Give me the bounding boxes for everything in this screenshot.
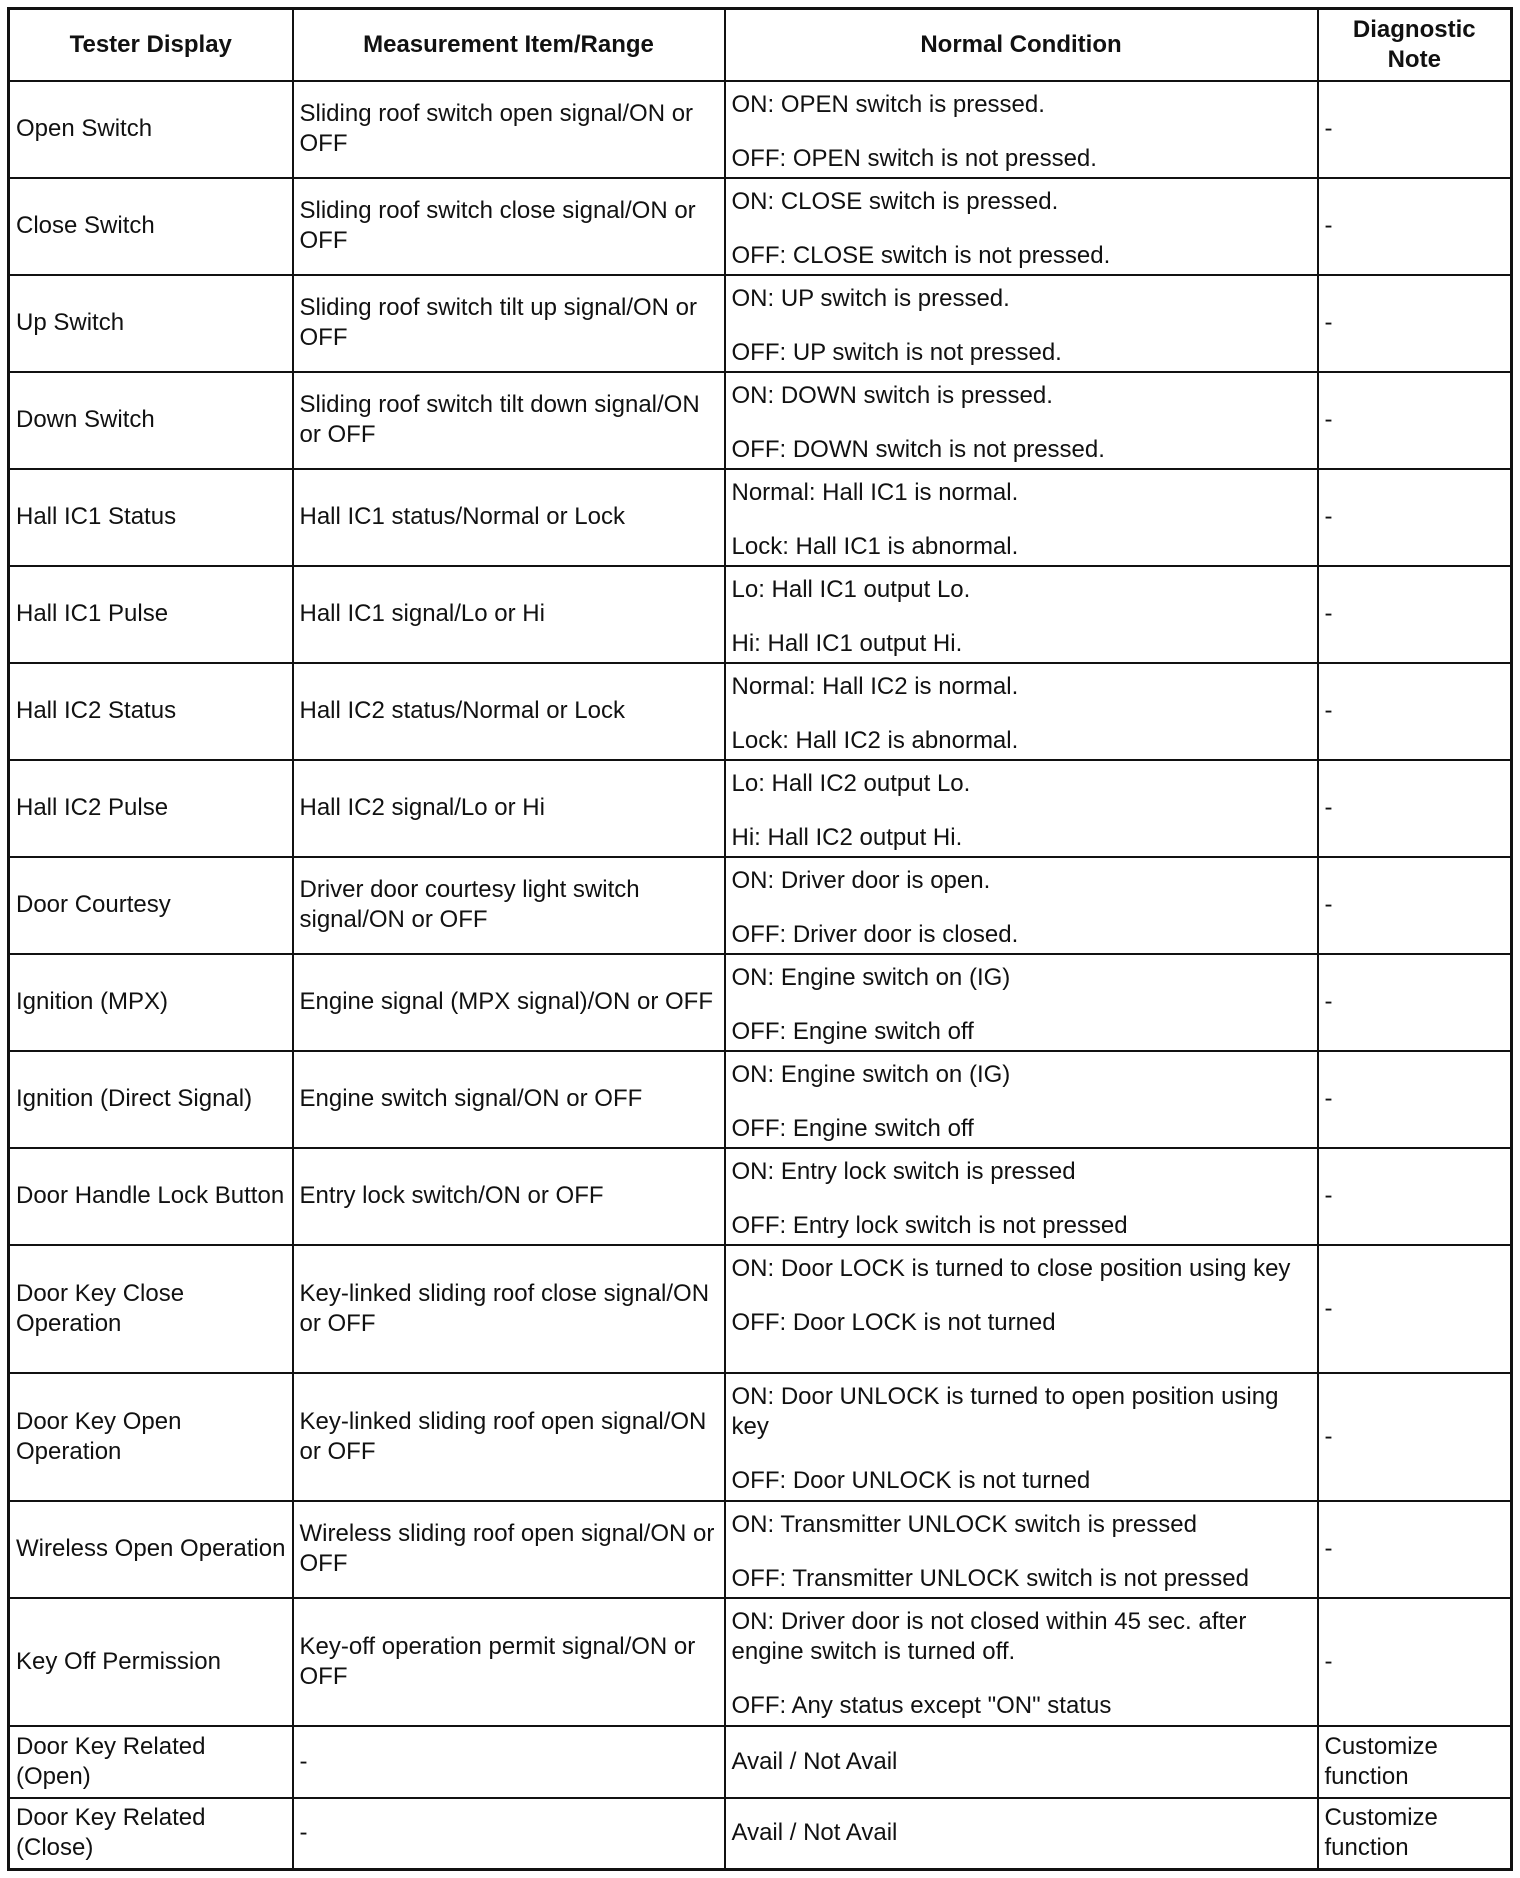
condition-on-text: ON: Engine switch on (IG) [731,963,1011,991]
table-row [9,954,1512,1051]
table-row [9,1501,1512,1598]
tester-display-cell: Door Handle Lock Button [9,1148,293,1245]
tester-display-cell: Hall IC2 Status [9,663,293,760]
tester-display-cell: Hall IC1 Pulse [9,566,293,663]
measurement-cell: Sliding roof switch tilt up signal/ON or OFF [293,275,725,372]
condition-on-text: ON: Entry lock switch is pressed [731,1157,1076,1185]
measurement-cell: Hall IC1 status/Normal or Lock [293,469,725,566]
tester-display-cell: Hall IC2 Pulse [9,760,293,857]
normal-condition-cell [725,1051,1318,1148]
condition-on-text: Lo: Hall IC2 output Lo. [731,769,971,797]
diagnostic-note-cell: - [1318,566,1512,663]
condition-on-text: Lo: Hall IC1 output Lo. [731,575,971,603]
diagnostic-note-cell: - [1318,275,1512,372]
normal-condition-cell [725,566,1318,663]
normal-condition-cell [725,954,1318,1051]
condition-on-text: Normal: Hall IC1 is normal. [731,478,1019,506]
table-row [9,372,1512,469]
condition-off-text: OFF: Driver door is closed. [731,920,1019,948]
diagnostic-note-cell: - [1318,1501,1512,1598]
condition-off-text: OFF: CLOSE switch is not pressed. [731,241,1111,269]
tester-display-cell: Ignition (Direct Signal) [9,1051,293,1148]
measurement-cell: Hall IC2 status/Normal or Lock [293,663,725,760]
diagnostic-note-cell: - [1318,1148,1512,1245]
condition-off-text: OFF: DOWN switch is not pressed. [731,435,1105,463]
measurement-cell: Key-linked sliding roof open signal/ON or OFF [293,1373,725,1501]
normal-condition-cell [725,857,1318,954]
measurement-cell: - [293,1726,725,1798]
tester-display-cell: Key Off Permission [9,1598,293,1726]
condition-on-text: ON: Driver door is open. [731,866,991,894]
table-body [9,81,1512,1870]
normal-condition-cell [725,1501,1318,1598]
diagnostic-note-cell: - [1318,954,1512,1051]
diagnostic-note-cell: - [1318,663,1512,760]
condition-off-text: OFF: Any status except "ON" status [731,1691,1112,1719]
table-row [9,566,1512,663]
table-row [9,1373,1512,1501]
measurement-cell: Key-linked sliding roof close signal/ON or OFF [293,1245,725,1373]
table-row [9,857,1512,954]
condition-off-text: OFF: Engine switch off [731,1114,974,1142]
header-measurement-item: Measurement Item/Range [293,9,725,81]
normal-condition-cell [725,81,1318,178]
measurement-cell: Sliding roof switch open signal/ON or OFF [293,81,725,178]
table-row [9,1051,1512,1148]
tester-display-cell: Hall IC1 Status [9,469,293,566]
condition-off-text: OFF: Door UNLOCK is not turned [731,1466,1091,1494]
diagnostic-note-cell: - [1318,857,1512,954]
measurement-cell: - [293,1798,725,1870]
normal-condition-cell [725,1598,1318,1726]
diagnostic-note-cell: - [1318,760,1512,857]
normal-condition-cell [725,1245,1318,1373]
diagnostic-note-cell: - [1318,469,1512,566]
table-row [9,469,1512,566]
diagnostic-note-cell: - [1318,372,1512,469]
diagnostic-note-cell: - [1318,178,1512,275]
table-row [9,1148,1512,1245]
measurement-cell: Hall IC1 signal/Lo or Hi [293,566,725,663]
normal-condition-cell [725,1373,1318,1501]
condition-on-text: ON: OPEN switch is pressed. [731,90,1045,118]
condition-off-text: Hi: Hall IC1 output Hi. [731,629,963,657]
header-diagnostic-note: Diagnostic Note [1318,9,1512,81]
condition-on-text: ON: DOWN switch is pressed. [731,381,1053,409]
diagnostic-note-cell: - [1318,81,1512,178]
normal-condition-cell [725,469,1318,566]
tester-display-cell: Door Courtesy [9,857,293,954]
condition-off-text: OFF: OPEN switch is not pressed. [731,144,1097,172]
condition-on-text: ON: Engine switch on (IG) [731,1060,1011,1088]
tester-display-cell: Door Key Related (Open) [9,1726,293,1798]
diagnostic-note-cell: Customize function [1318,1798,1512,1870]
diagnostic-note-cell: - [1318,1245,1512,1373]
condition-off-text: OFF: Engine switch off [731,1017,974,1045]
table-row [9,275,1512,372]
tester-display-cell: Door Key Related (Close) [9,1798,293,1870]
condition-off-text: OFF: Entry lock switch is not pressed [731,1211,1128,1239]
header-row [9,9,1512,81]
tester-display-cell: Ignition (MPX) [9,954,293,1051]
condition-off-text: Lock: Hall IC2 is abnormal. [731,726,1019,754]
normal-condition-cell [725,372,1318,469]
condition-off-text: OFF: UP switch is not pressed. [731,338,1062,366]
measurement-cell: Hall IC2 signal/Lo or Hi [293,760,725,857]
condition-off-text: OFF: Transmitter UNLOCK switch is not pressed [731,1564,1249,1592]
measurement-cell: Entry lock switch/ON or OFF [293,1148,725,1245]
diagnostic-note-cell: - [1318,1598,1512,1726]
normal-condition-cell [725,275,1318,372]
header-tester-display: Tester Display [9,9,293,81]
measurement-cell: Engine switch signal/ON or OFF [293,1051,725,1148]
diagnostic-note-cell: Customize function [1318,1726,1512,1798]
tester-display-cell: Close Switch [9,178,293,275]
table-row [9,1245,1512,1373]
tester-display-cell: Door Key Open Operation [9,1373,293,1501]
diagnostic-note-cell: - [1318,1373,1512,1501]
condition-on-text: ON: Door LOCK is turned to close position using key [731,1254,1291,1282]
diagnostic-note-cell: - [1318,1051,1512,1148]
measurement-cell: Sliding roof switch close signal/ON or OFF [293,178,725,275]
condition-on-text: ON: UP switch is pressed. [731,284,1010,312]
table-row [9,178,1512,275]
table-row [9,1598,1512,1726]
header-normal-condition: Normal Condition [725,9,1318,81]
condition-on-text: ON: CLOSE switch is pressed. [731,187,1059,215]
table-row [9,663,1512,760]
tester-display-cell: Down Switch [9,372,293,469]
tester-display-cell: Door Key Close Operation [9,1245,293,1373]
measurement-cell: Key-off operation permit signal/ON or OFF [293,1598,725,1726]
condition-off-text: OFF: Door LOCK is not turned [731,1308,1056,1336]
condition-off-text: Hi: Hall IC2 output Hi. [731,823,963,851]
condition-on-text: Normal: Hall IC2 is normal. [731,672,1019,700]
normal-condition-cell: Avail / Not Avail [725,1726,1318,1798]
condition-on-text: ON: Door UNLOCK is turned to open position using key [731,1382,1279,1440]
tester-display-cell: Open Switch [9,81,293,178]
table-row [9,81,1512,178]
table-row [9,760,1512,857]
condition-on-text: ON: Driver door is not closed within 45 sec. after engine switch is turned off. [731,1607,1247,1665]
normal-condition-cell [725,1148,1318,1245]
normal-condition-cell [725,178,1318,275]
condition-off-text: Lock: Hall IC1 is abnormal. [731,532,1019,560]
normal-condition-cell [725,663,1318,760]
normal-condition-cell: Avail / Not Avail [725,1798,1318,1870]
condition-on-text: ON: Transmitter UNLOCK switch is pressed [731,1510,1197,1538]
table-row [9,1726,1512,1798]
normal-condition-cell [725,760,1318,857]
measurement-cell: Engine signal (MPX signal)/ON or OFF [293,954,725,1051]
tester-display-table [7,7,1513,1871]
measurement-cell: Sliding roof switch tilt down signal/ON or OFF [293,372,725,469]
tester-display-cell: Wireless Open Operation [9,1501,293,1598]
measurement-cell: Driver door courtesy light switch signal/ON or OFF [293,857,725,954]
table-row [9,1798,1512,1870]
tester-display-cell: Up Switch [9,275,293,372]
measurement-cell: Wireless sliding roof open signal/ON or OFF [293,1501,725,1598]
